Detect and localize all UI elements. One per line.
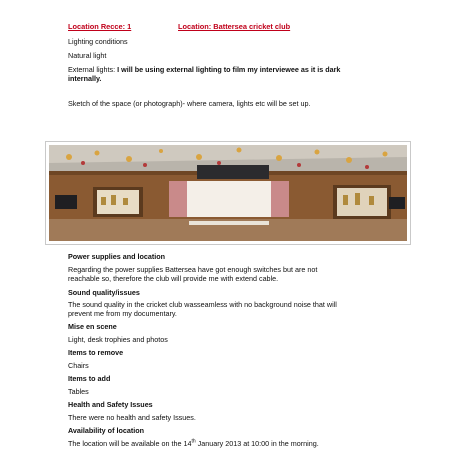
add-text: Tables	[68, 387, 89, 396]
cricket-club-interior-image	[49, 145, 407, 241]
availability-text	[68, 439, 319, 448]
lighting-conditions-label: Lighting conditions	[68, 37, 128, 46]
sound-line1: The sound quality in the cricket club wasseamless with no background noise that will	[68, 300, 337, 309]
mise-heading: Mise en scene	[68, 322, 117, 331]
availability-text-before: The location will be available on the 14	[68, 439, 192, 448]
power-line2: reachable so, therefore the club will provide me with extend cable.	[68, 274, 279, 283]
location-heading	[178, 22, 290, 31]
mise-text: Light, desk trophies and photos	[68, 335, 168, 344]
add-heading: Items to add	[68, 374, 111, 383]
external-lights-line1	[68, 65, 340, 74]
sound-heading: Sound quality/issues	[68, 288, 140, 297]
availability-text-after: January 2013 at 10:00 in the morning.	[195, 439, 319, 448]
recce-number-heading	[68, 22, 131, 31]
power-line1: Regarding the power supplies Battersea have got enough switches but are not	[68, 265, 318, 274]
health-heading: Health and Safety Issues	[68, 400, 153, 409]
location-photograph	[45, 141, 411, 245]
health-text: There were no health and safety Issues.	[68, 413, 196, 422]
remove-text: Chairs	[68, 361, 89, 370]
recce-label: Location Recce: 1	[68, 22, 132, 31]
power-heading: Power supplies and location	[68, 252, 166, 261]
sound-line2: prevent me from my documentary.	[68, 309, 177, 318]
natural-light-label: Natural light	[68, 51, 107, 60]
availability-heading: Availability of location	[68, 426, 145, 435]
availability-date-suffix: th	[191, 438, 196, 445]
external-lights-line2: internally.	[68, 74, 102, 83]
location-label: Location: Battersea cricket club	[178, 22, 291, 31]
external-lights-text: I will be using external lighting to film my interviewee as it is dark	[117, 65, 341, 74]
external-lights-label: External lights:	[68, 65, 118, 74]
sketch-caption: Sketch of the space (or photograph)- where camera, lights etc will be set up.	[68, 99, 311, 108]
remove-heading: Items to remove	[68, 348, 124, 357]
